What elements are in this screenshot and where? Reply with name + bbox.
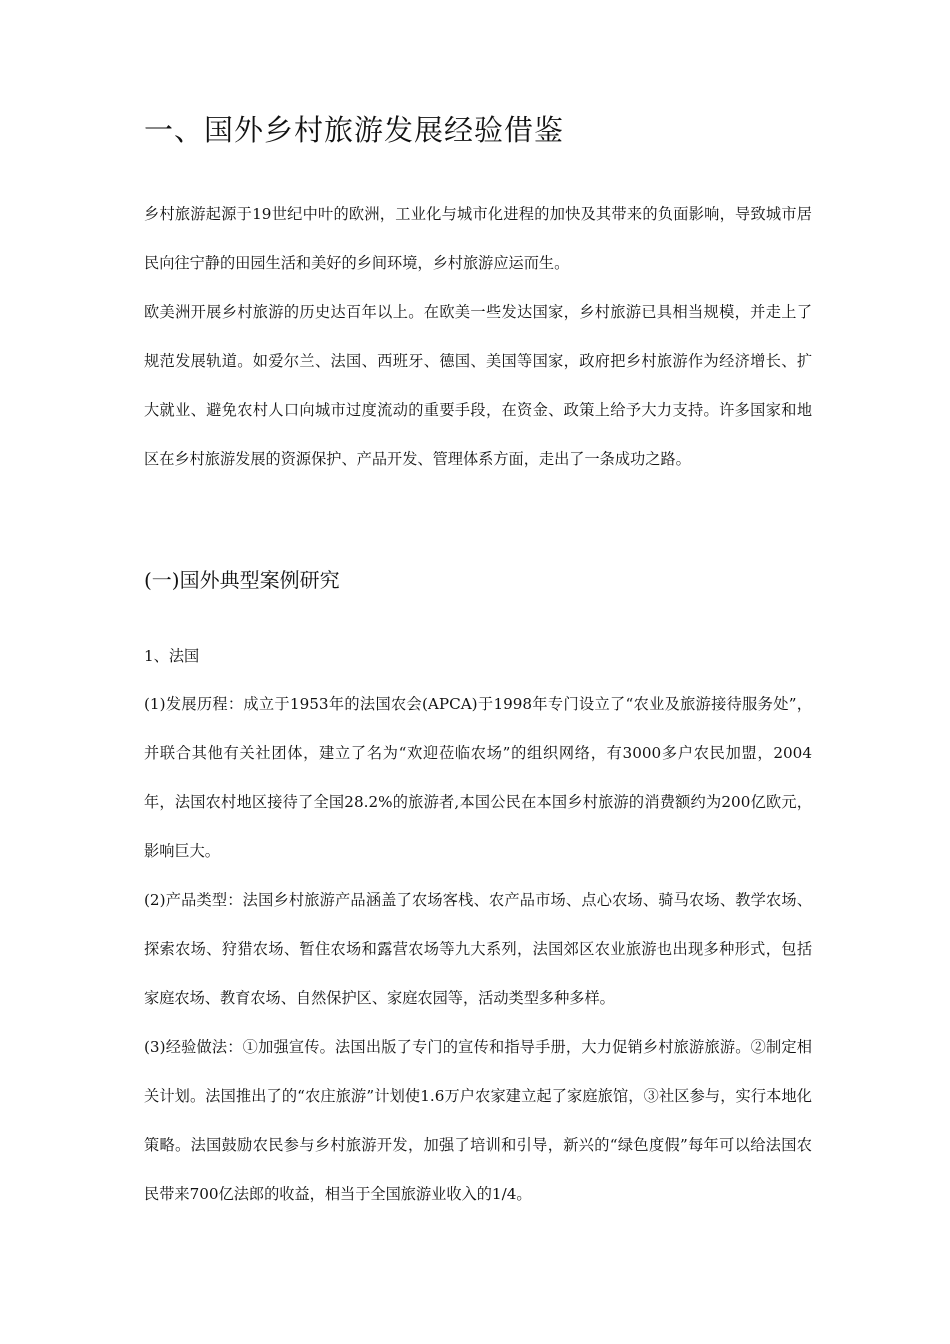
page-title: 一、国外乡村旅游发展经验借鉴 xyxy=(144,113,565,147)
france-development-paragraph: (1)发展历程：成立于1953年的法国农会(APCA)于1998年专门设立了“农业及旅游接待服务处”，并联合其他有关社团体，建立了名为“欢迎莅临农场”的组织网络，有3000多户农民加盟，2004年，法国农村地区接待了全国28.2%的旅游者,本国公民在本国乡村旅游的消费额约为200亿欧元，影响巨大。 xyxy=(144,695,812,860)
france-experience-paragraph: (3)经验做法：①加强宣传。法国出版了专门的宣传和指导手册，大力促销乡村旅游旅游。②制定相关计划。法国推出了的“农庄旅游”计划使1.6万户农家建立起了家庭旅馆，③社区参与，实行本地化策略。法国鼓励农民参与乡村旅游开发，加强了培训和引导，新兴的“绿色度假”每年可以给法国农民带来700亿法郎的收益，相当于全国旅游业收入的1/4。 xyxy=(144,1038,812,1203)
france-products-paragraph: (2)产品类型：法国乡村旅游产品涵盖了农场客栈、农产品市场、点心农场、骑马农场、教学农场、探索农场、狩猎农场、暂住农场和露营农场等九大系列，法国郊区农业旅游也出现多种形式，包括家庭农场、教育农场、自然保护区、家庭农园等，活动类型多种多样。 xyxy=(144,891,812,1007)
section-heading: (一)国外典型案例研究 xyxy=(144,568,340,592)
subsection-heading-france: 1、法国 xyxy=(144,647,200,665)
intro-paragraph-history: 欧美洲开展乡村旅游的历史达百年以上。在欧美一些发达国家，乡村旅游已具相当规模，并走上了规范发展轨道。如爱尔兰、法国、西班牙、德国、美国等国家，政府把乡村旅游作为经济增长、扩大就业、避免农村人口向城市过度流动的重要手段，在资金、政策上给予大力支持。许多国家和地区在乡村旅游发展的资源保护、产品开发、管理体系方面，走出了一条成功之路。 xyxy=(144,303,812,468)
intro-paragraph-origin: 乡村旅游起源于19世纪中叶的欧洲，工业化与城市化进程的加快及其带来的负面影响，导致城市居民向往宁静的田园生活和美好的乡间环境，乡村旅游应运而生。 xyxy=(144,205,812,272)
